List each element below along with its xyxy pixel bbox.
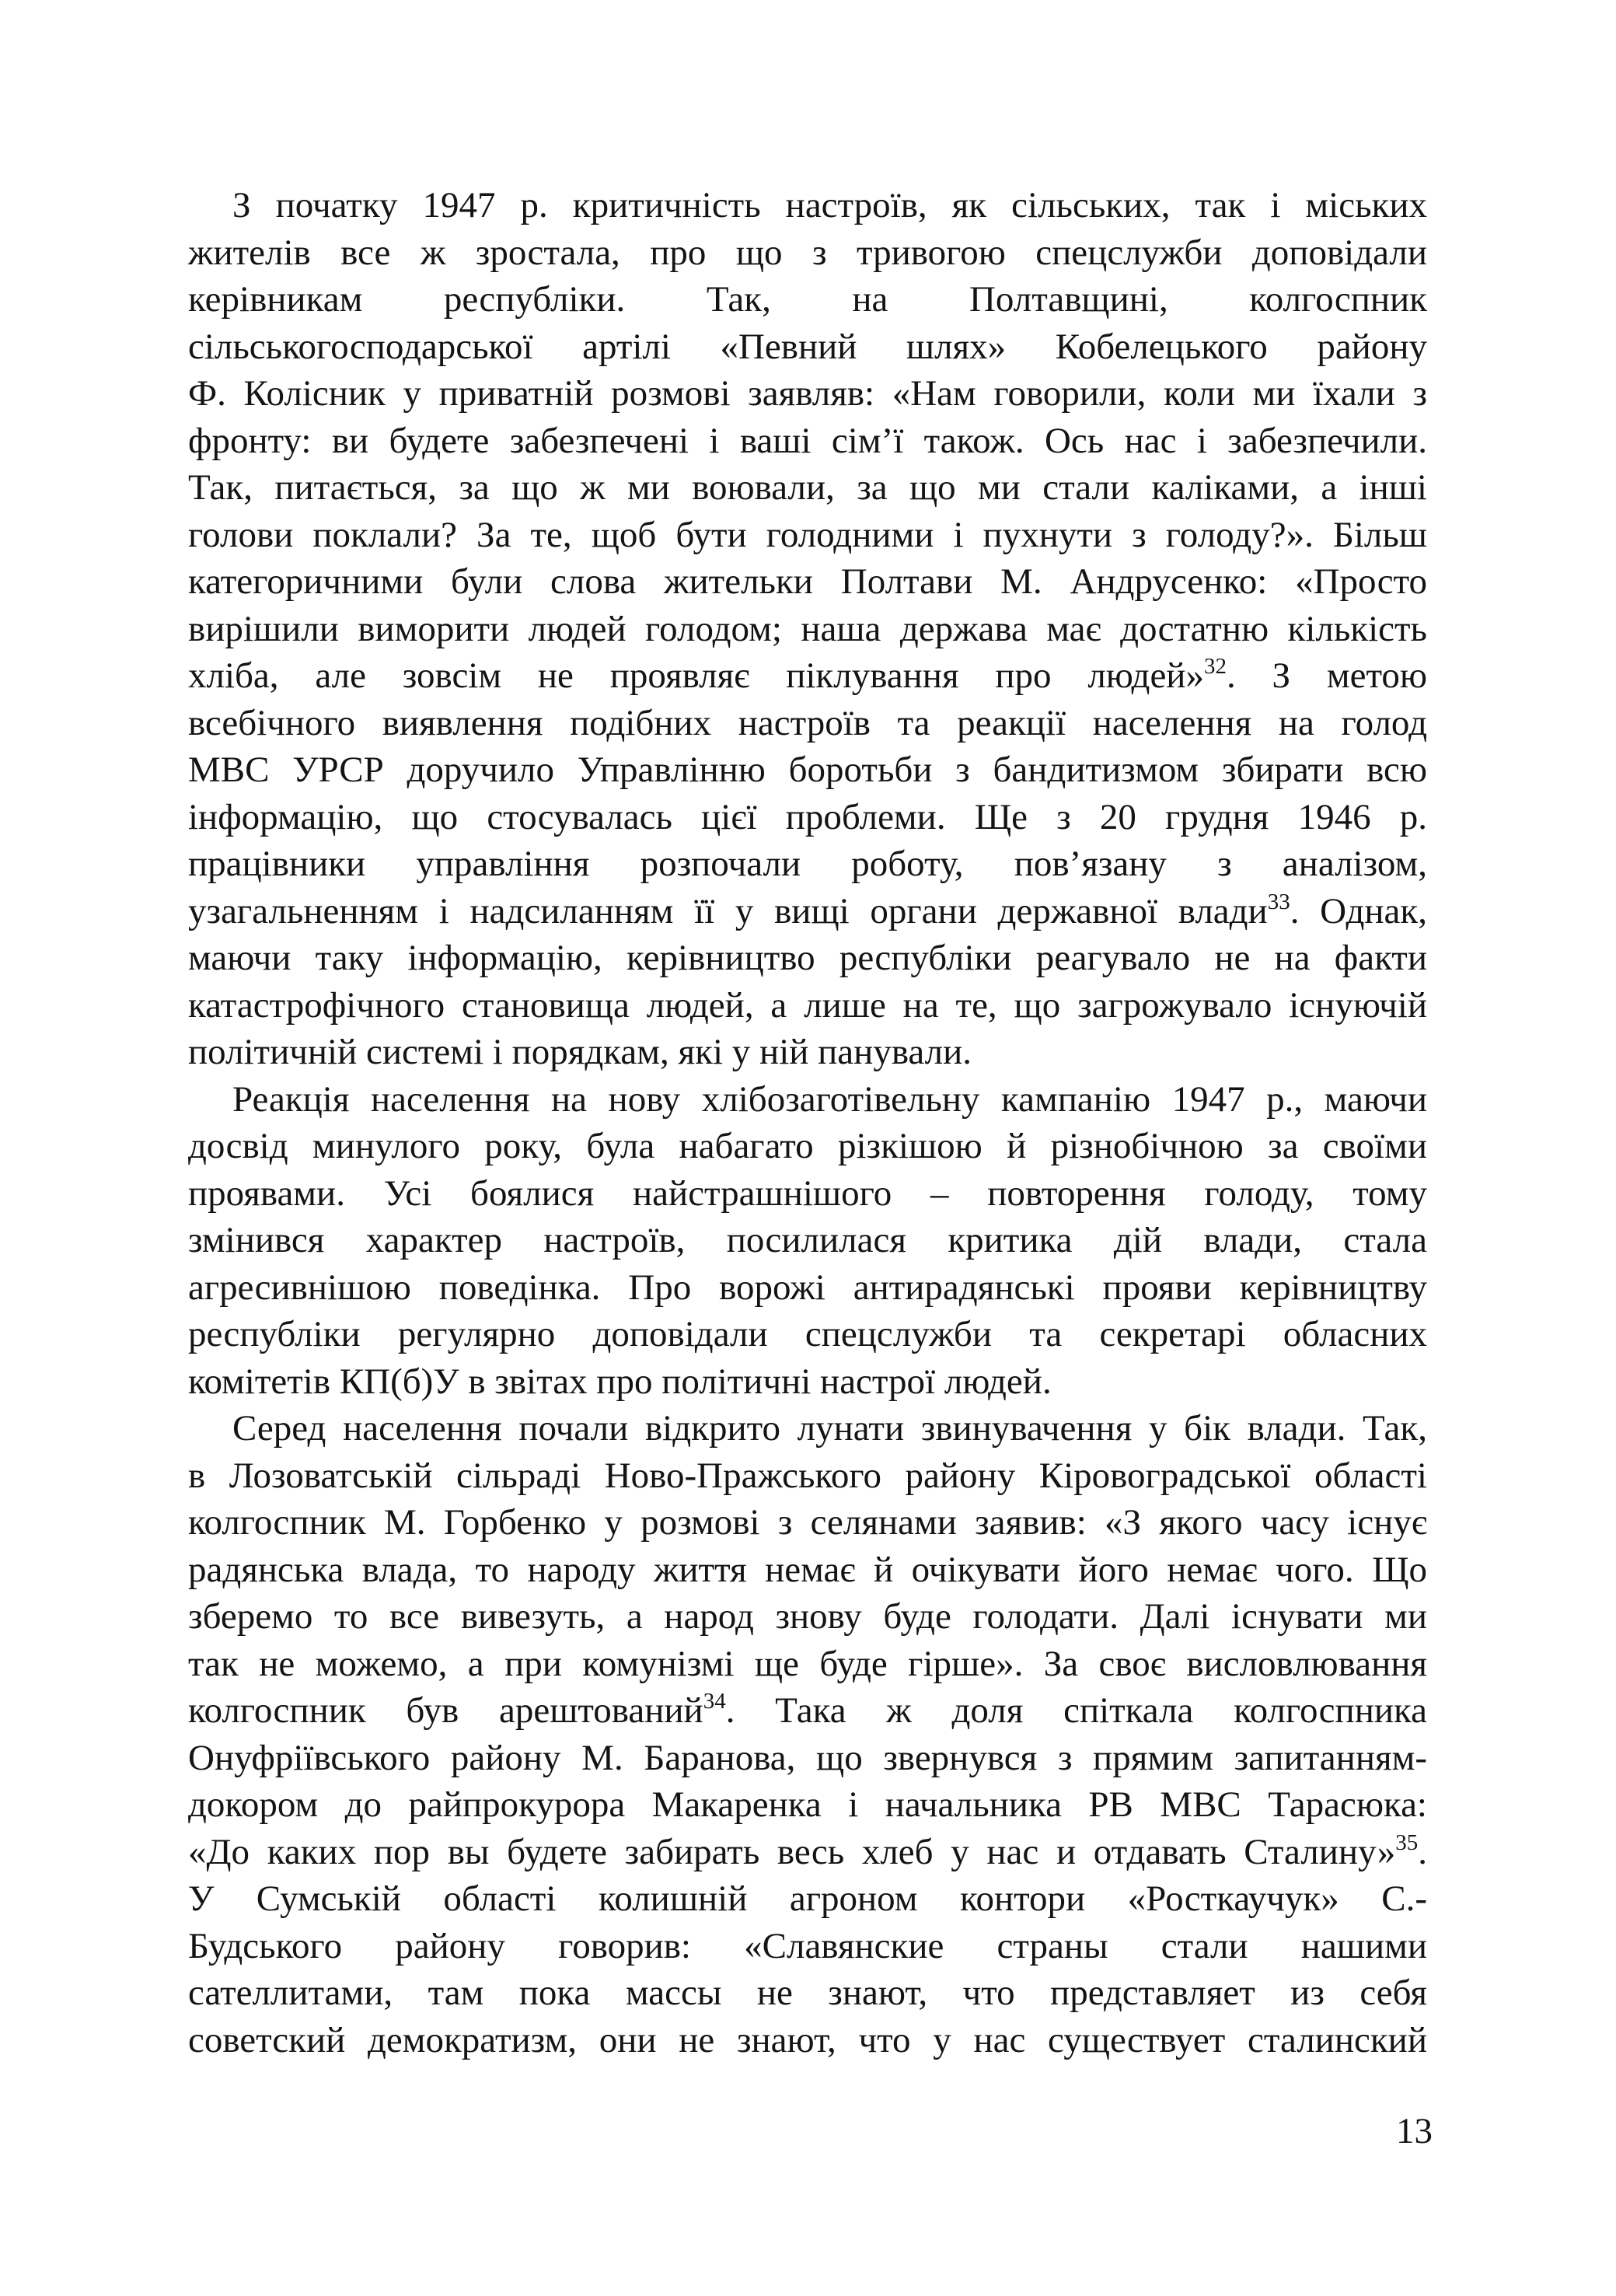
text-line: хліба, але зовсім не проявляє піклування про людей»$^{32}$. З метою <box>188 654 1427 696</box>
text-line: фронту: ви будете забезпечені і ваші сім’ї також. Ось нас і забезпечили. <box>188 420 1427 461</box>
text-line: Так, питається, за що ж ми воювали, за що ми стали каліками, а інші <box>188 467 1427 508</box>
text-line: досвід минулого року, була набагато різкішою й різнобічною за своїми <box>188 1126 1427 1166</box>
text-line: колгоспник М. Горбенко у розмові з селянами заявив: «З якого часу існує <box>188 1502 1427 1543</box>
text-line: в Лозоватській сільраді Ново-Пражського району Кіровоградської області <box>188 1455 1427 1496</box>
text-line: всебічного виявлення подібних настроїв та реакції населення на голод <box>188 702 1427 743</box>
footnote-ref: 35 <box>1395 1829 1419 1855</box>
text-line: докором до райпрокурора Макаренка і начальника РВ МВС Тарасюка: <box>188 1784 1427 1825</box>
text-line: проявами. Усі боялися найстрашнішого – повторення голоду, тому <box>188 1172 1427 1214</box>
text-line: агресивнішою поведінка. Про ворожі антирадянські прояви керівництву <box>188 1267 1427 1308</box>
text-line: інформацію, що стосувалась цієї проблеми. Ще з 20 грудня 1946 р. <box>188 796 1427 837</box>
footnote-ref: 32 <box>1203 654 1227 679</box>
text-line: З початку 1947 р. критичність настроїв, як сільських, так і міських <box>232 185 1427 225</box>
text-line: У Сумській області колишній агроном контори «Росткаучук» С.- <box>188 1878 1427 1919</box>
paragraph-3 <box>188 1405 1427 2064</box>
text-line: Ф. Колісник у приватній розмові заявляв: «Нам говорили, коли ми їхали з <box>188 373 1427 414</box>
text-line: катастрофічного становища людей, а лише на те, що загрожувало існуючій <box>188 984 1427 1026</box>
text-line: МВС УРСР доручило Управлінню боротьби з бандитизмом збирати всю <box>188 750 1427 790</box>
text-line: Реакція населення на нову хлібозаготівельну кампанію 1947 р., маючи <box>232 1078 1427 1120</box>
text-line: голови поклали? За те, щоб бути голодними і пухнути з голоду?». Більш <box>188 514 1427 555</box>
text-line: «До каких пор вы будете забирать весь хлеб у нас и отдавать Сталину»$^{35}$. <box>188 1829 1427 1872</box>
text-line: вирішили виморити людей голодом; наша держава має достатню кількість <box>188 608 1427 649</box>
text-line: комітетів КП(б)У в звітах про політичні настрої людей. <box>188 1361 1052 1402</box>
text-line: керівникам республіки. Так, на Полтавщині, колгоспник <box>188 279 1427 320</box>
text-line: жителів все ж зростала, про що з тривогою спецслужби доповідали <box>188 232 1427 273</box>
text-line: узагальненням і надсиланням її у вищі органи державної влади$^{33}$. Однак, <box>188 889 1427 931</box>
text-line: советский демократизм, они не знают, что у нас существует сталинский <box>188 2019 1427 2060</box>
text-line: змінився характер настроїв, посилилася критика дій влади, стала <box>188 1220 1427 1260</box>
text-line: Серед населення почали відкрито лунати звинувачення у бік влади. Так, <box>232 1408 1427 1449</box>
document-body <box>188 182 1427 2064</box>
text-line: радянська влада, то народу життя немає й очікувати його немає чого. Що <box>188 1549 1427 1590</box>
text-line: республіки регулярно доповідали спецслужби та секретарі обласних <box>188 1314 1427 1354</box>
page-number: 13 <box>1396 2111 1433 2151</box>
paragraph-2 <box>188 1076 1427 1406</box>
text-line: Будського району говорив: «Славянские страны стали нашими <box>188 1925 1427 1966</box>
text-line: так не можемо, а при комунізмі ще буде гірше». За своє висловлювання <box>188 1643 1427 1684</box>
text-line: сателлитами, там пока массы не знают, что представляет из себя <box>188 1973 1427 2013</box>
text-line: маючи таку інформацію, керівництво республіки реагувало не на факти <box>188 938 1427 978</box>
text-line: категоричними були слова жительки Полтави М. Андрусенко: «Просто <box>188 561 1427 602</box>
text-line: Онуфріївського району М. Баранова, що звернувся з прямим запитанням- <box>188 1737 1427 1778</box>
text-line: політичній системі і порядкам, які у ній панували. <box>188 1032 972 1072</box>
text-line: працівники управління розпочали роботу, пов’язану з аналізом, <box>188 844 1427 884</box>
text-line: колгоспник був арештований$^{34}$. Така ж доля спіткала колгоспника <box>188 1689 1427 1731</box>
footnote-ref: 34 <box>703 1689 726 1714</box>
text-line: зберемо то все вивезуть, а народ знову буде голодати. Далі існувати ми <box>188 1596 1427 1637</box>
text-line: сільськогосподарської артілі «Певний шлях» Кобелецького району <box>188 326 1427 367</box>
footnote-ref: 33 <box>1267 889 1290 914</box>
paragraph-1 <box>188 182 1427 1076</box>
